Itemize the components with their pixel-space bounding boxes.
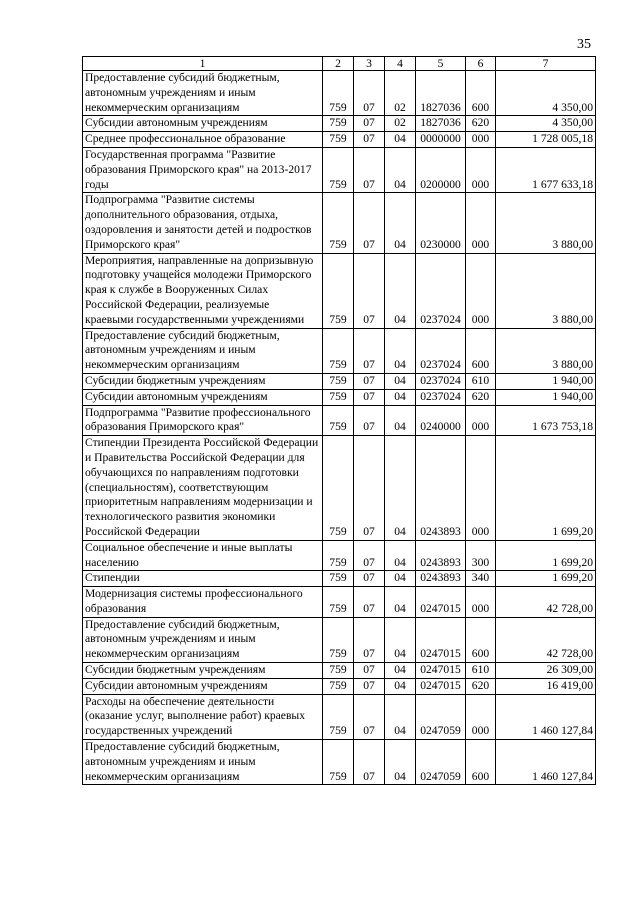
cell-target-article: 0247015 [416, 617, 466, 662]
cell-target-article: 0247015 [416, 678, 466, 694]
column-header: 5 [416, 57, 466, 71]
cell-subsection: 04 [385, 253, 416, 328]
cell-subsection: 04 [385, 405, 416, 436]
cell-amount: 16 419,00 [496, 678, 596, 694]
cell-section: 07 [354, 436, 385, 541]
cell-subsection: 04 [385, 587, 416, 618]
cell-expense-type: 000 [466, 694, 496, 739]
cell-name: Предоставление субсидий бюджетным, автономным учреждениям и иным некоммерческим организациям [83, 328, 323, 373]
cell-amount: 1 940,00 [496, 373, 596, 389]
column-header: 7 [496, 57, 596, 71]
cell-subsection: 04 [385, 663, 416, 679]
cell-section: 07 [354, 71, 385, 116]
table-row [83, 617, 596, 662]
cell-amount: 4 350,00 [496, 116, 596, 132]
table-row [83, 694, 596, 739]
cell-expense-type: 620 [466, 389, 496, 405]
cell-expense-type: 000 [466, 587, 496, 618]
cell-ministry: 759 [323, 116, 354, 132]
cell-section: 07 [354, 405, 385, 436]
cell-amount: 1 728 005,18 [496, 132, 596, 148]
cell-name: Среднее профессиональное образование [83, 132, 323, 148]
cell-name: Субсидии автономным учреждениям [83, 678, 323, 694]
cell-expense-type: 610 [466, 663, 496, 679]
cell-section: 07 [354, 373, 385, 389]
cell-target-article: 0237024 [416, 253, 466, 328]
cell-amount: 42 728,00 [496, 587, 596, 618]
cell-name: Субсидии бюджетным учреждениям [83, 373, 323, 389]
cell-amount: 3 880,00 [496, 253, 596, 328]
cell-target-article: 0237024 [416, 373, 466, 389]
cell-name: Стипендии [83, 571, 323, 587]
cell-section: 07 [354, 694, 385, 739]
cell-amount: 1 460 127,84 [496, 740, 596, 785]
table-row [83, 71, 596, 116]
cell-name: Государственная программа "Развитие образования Приморского края" на 2013-2017 годы [83, 147, 323, 192]
cell-section: 07 [354, 193, 385, 253]
cell-amount: 1 673 753,18 [496, 405, 596, 436]
cell-name: Предоставление субсидий бюджетным, автономным учреждениям и иным некоммерческим организациям [83, 740, 323, 785]
cell-name: Предоставление субсидий бюджетным, автономным учреждениям и иным некоммерческим организациям [83, 617, 323, 662]
cell-expense-type: 600 [466, 71, 496, 116]
cell-section: 07 [354, 116, 385, 132]
cell-subsection: 02 [385, 71, 416, 116]
table-row [83, 253, 596, 328]
cell-subsection: 04 [385, 740, 416, 785]
cell-amount: 42 728,00 [496, 617, 596, 662]
table-row [83, 436, 596, 541]
table-row [83, 373, 596, 389]
cell-target-article: 0247015 [416, 663, 466, 679]
cell-name: Расходы на обеспечение деятельности (оказание услуг, выполнение работ) краевых государственных учреждений [83, 694, 323, 739]
cell-ministry: 759 [323, 694, 354, 739]
cell-ministry: 759 [323, 663, 354, 679]
cell-subsection: 04 [385, 436, 416, 541]
cell-target-article: 0247015 [416, 587, 466, 618]
cell-target-article: 0243893 [416, 540, 466, 571]
table-row [83, 540, 596, 571]
cell-section: 07 [354, 132, 385, 148]
cell-ministry: 759 [323, 253, 354, 328]
cell-ministry: 759 [323, 71, 354, 116]
cell-name: Социальное обеспечение и иные выплаты населению [83, 540, 323, 571]
cell-section: 07 [354, 540, 385, 571]
table-row [83, 147, 596, 192]
cell-target-article: 0243893 [416, 571, 466, 587]
cell-subsection: 04 [385, 571, 416, 587]
cell-name: Предоставление субсидий бюджетным, автономным учреждениям и иным некоммерческим организациям [83, 71, 323, 116]
cell-name: Подпрограмма "Развитие системы дополнительного образования, отдыха, оздоровления и занятости детей и подростков Приморского края" [83, 193, 323, 253]
column-header: 2 [323, 57, 354, 71]
cell-subsection: 04 [385, 328, 416, 373]
cell-expense-type: 340 [466, 571, 496, 587]
cell-ministry: 759 [323, 587, 354, 618]
budget-table [82, 56, 596, 785]
cell-expense-type: 000 [466, 436, 496, 541]
cell-ministry: 759 [323, 373, 354, 389]
cell-name: Модернизация системы профессионального образования [83, 587, 323, 618]
cell-amount: 1 940,00 [496, 389, 596, 405]
table-body [83, 71, 596, 785]
cell-name: Субсидии автономным учреждениям [83, 116, 323, 132]
cell-section: 07 [354, 328, 385, 373]
cell-expense-type: 620 [466, 116, 496, 132]
cell-target-article: 1827036 [416, 71, 466, 116]
cell-expense-type: 000 [466, 147, 496, 192]
cell-ministry: 759 [323, 147, 354, 192]
cell-subsection: 04 [385, 694, 416, 739]
cell-target-article: 0247059 [416, 694, 466, 739]
cell-amount: 1 699,20 [496, 571, 596, 587]
table-row [83, 571, 596, 587]
cell-subsection: 04 [385, 389, 416, 405]
cell-expense-type: 600 [466, 617, 496, 662]
table-row [83, 405, 596, 436]
cell-amount: 26 309,00 [496, 663, 596, 679]
cell-amount: 1 699,20 [496, 436, 596, 541]
cell-subsection: 04 [385, 147, 416, 192]
cell-expense-type: 600 [466, 740, 496, 785]
cell-ministry: 759 [323, 328, 354, 373]
table-row [83, 663, 596, 679]
cell-name: Подпрограмма "Развитие профессионального образования Приморского края" [83, 405, 323, 436]
cell-amount: 1 677 633,18 [496, 147, 596, 192]
cell-ministry: 759 [323, 540, 354, 571]
cell-subsection: 04 [385, 678, 416, 694]
cell-ministry: 759 [323, 617, 354, 662]
cell-ministry: 759 [323, 405, 354, 436]
cell-target-article: 0237024 [416, 389, 466, 405]
cell-section: 07 [354, 389, 385, 405]
cell-subsection: 04 [385, 132, 416, 148]
column-header: 1 [83, 57, 323, 71]
cell-amount: 4 350,00 [496, 71, 596, 116]
table-row [83, 116, 596, 132]
table-row [83, 389, 596, 405]
cell-target-article: 0240000 [416, 405, 466, 436]
cell-expense-type: 000 [466, 405, 496, 436]
cell-expense-type: 000 [466, 132, 496, 148]
cell-expense-type: 000 [466, 253, 496, 328]
page-number: 35 [577, 37, 591, 52]
cell-subsection: 04 [385, 373, 416, 389]
cell-target-article: 0200000 [416, 147, 466, 192]
cell-expense-type: 600 [466, 328, 496, 373]
cell-target-article: 0247059 [416, 740, 466, 785]
cell-target-article: 1827036 [416, 116, 466, 132]
cell-ministry: 759 [323, 436, 354, 541]
cell-subsection: 04 [385, 193, 416, 253]
cell-expense-type: 300 [466, 540, 496, 571]
table-row [83, 678, 596, 694]
column-number-row [83, 57, 596, 71]
table-row [83, 587, 596, 618]
cell-section: 07 [354, 678, 385, 694]
cell-section: 07 [354, 147, 385, 192]
cell-target-article: 0230000 [416, 193, 466, 253]
cell-section: 07 [354, 253, 385, 328]
cell-section: 07 [354, 571, 385, 587]
cell-expense-type: 610 [466, 373, 496, 389]
cell-subsection: 04 [385, 617, 416, 662]
cell-amount: 1 460 127,84 [496, 694, 596, 739]
column-header: 6 [466, 57, 496, 71]
table-row [83, 740, 596, 785]
cell-name: Мероприятия, направленные на допризывную подготовку учащейся молодежи Приморского края к службе в Вооруженных Силах Российской Федерации, реализуемые краевыми государственными учреждениями [83, 253, 323, 328]
cell-expense-type: 000 [466, 193, 496, 253]
cell-name: Субсидии автономным учреждениям [83, 389, 323, 405]
cell-amount: 3 880,00 [496, 328, 596, 373]
cell-ministry: 759 [323, 740, 354, 785]
cell-section: 07 [354, 663, 385, 679]
column-header: 4 [385, 57, 416, 71]
cell-target-article: 0237024 [416, 328, 466, 373]
cell-ministry: 759 [323, 571, 354, 587]
cell-target-article: 0000000 [416, 132, 466, 148]
cell-expense-type: 620 [466, 678, 496, 694]
table-row [83, 328, 596, 373]
cell-name: Стипендии Президента Российской Федерации и Правительства Российской Федерации для обучающихся по направлениям подготовки (специальностям), соответствующим приоритетным направлениям модернизации и технологического развития экономики Российской Федерации [83, 436, 323, 541]
column-header: 3 [354, 57, 385, 71]
cell-section: 07 [354, 617, 385, 662]
cell-amount: 1 699,20 [496, 540, 596, 571]
cell-subsection: 02 [385, 116, 416, 132]
cell-ministry: 759 [323, 193, 354, 253]
cell-ministry: 759 [323, 678, 354, 694]
table-row [83, 193, 596, 253]
cell-name: Субсидии бюджетным учреждениям [83, 663, 323, 679]
cell-section: 07 [354, 587, 385, 618]
cell-subsection: 04 [385, 540, 416, 571]
cell-target-article: 0243893 [416, 436, 466, 541]
cell-section: 07 [354, 740, 385, 785]
cell-ministry: 759 [323, 132, 354, 148]
cell-ministry: 759 [323, 389, 354, 405]
table-row [83, 132, 596, 148]
cell-amount: 3 880,00 [496, 193, 596, 253]
